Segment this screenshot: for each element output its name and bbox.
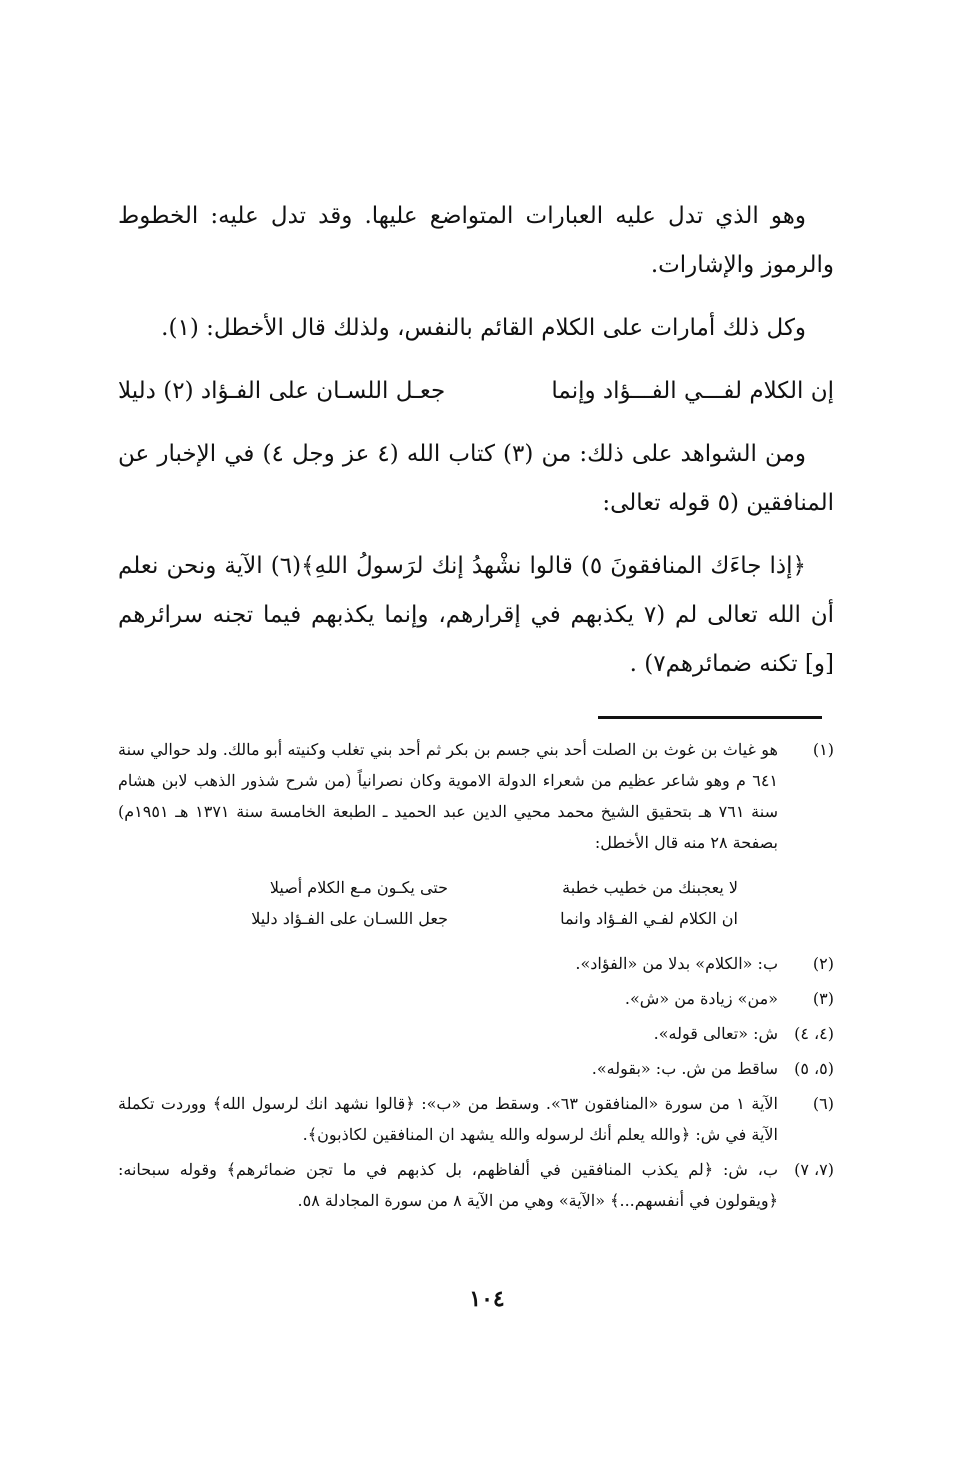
footnote-text: الآية ١ من سورة «المنافقون ٦٣». وسقط من «ب»: ﴿قالوا نشهد انك لرسول الله﴾ ووردت تكملة الآية في ش: ﴿والله يعلم أنك لرسوله والله يشهد ان المنافقين لكاذبون﴾. [118,1094,778,1144]
footnote-number: (٤، ٤) [794,1024,834,1043]
poem-line-1-first: لا يعجبنك من خطيب خطبة [562,878,738,897]
verse-first-hemistich: إن الكلام لفـــي الفـــؤاد وإنما [551,378,834,404]
footnote-number: (٢) [812,954,834,973]
footnote-poem [118,872,834,934]
footnote-number: (٣) [812,989,834,1008]
footnote-number: (٥، ٥) [794,1059,834,1078]
footnote-text: ب، ش: ﴿لم يكذب المنافقين في ألفاظهم، بل كذبهم في ما تجن ضمائرهم﴾ وقوله سبحانه: ﴿ويقولون في أنفسهم...﴾ «الآية» وهي من الآية ٨ من سورة المجادلة ٥٨. [118,1160,778,1210]
footnote-4 [118,1018,834,1049]
paragraph-1: وهو الذي تدل عليه العبارات المتواضع عليها. وقد تدل عليه: الخطوط والرموز والإشارات. [118,203,834,278]
footnote-text: هو غياث بن غوث بن الصلت أحد بني جسم بن بكر ثم أحد بني تغلب وكنيته أبو مالك. ولد حوالي سنة ٦٤١ م وهو شاعر عظيم من شعراء الدولة الاموية وكان نصرانياً (من شرح شذور الذهب لابن هشام سنة ٧٦١ هـ بتحقيق الشيخ محمد محيي الدين عبد الحميد ـ الطبعة الخامسة سنة ١٣٧١ هـ ١٩٥١م) بصفحة ٢٨ منه قال الأخطل: [118,740,778,852]
footnote-7 [118,1154,834,1216]
page-number: ١٠٤ [469,1286,505,1312]
footnote-separator [598,716,822,719]
poem-line-2-second: جعل اللسـان على الفـؤاد دليلا [251,909,448,928]
footnote-text: «من» زيادة من «ش». [624,989,778,1008]
verse-line [118,367,834,416]
footnote-5 [118,1053,834,1084]
footnote-number: (١) [812,740,834,759]
footnote-text: ساقط من ش. ب: «بقوله». [591,1059,778,1078]
footnote-text: ش: «تعالى قوله». [653,1024,778,1043]
footnote-number: (٦) [812,1094,834,1113]
paragraph-2: وكل ذلك أمارات على الكلام القائم بالنفس، ولذلك قال الأخطل: (١). [161,315,806,341]
poem-line-2-first: ان الكلام لفـي الفـؤاد وانما [560,909,738,928]
paragraph-3: ومن الشواهد على ذلك: من (٣) كتاب الله (٤ عز وجل ٤) في الإخبار عن المنافقين (٥ قوله تعالى: [118,441,834,516]
footnote-3 [118,983,834,1014]
footnotes [118,734,834,1220]
footnote-1 [118,734,834,858]
verse-second-hemistich: جعـل اللسـان على الفـؤاد (٢) دليلا [118,378,446,404]
poem-line-1-second: حتى يكـون مـع الكلام أصيلا [269,878,448,897]
main-text [118,192,834,703]
paragraph-4: ﴿إذا جاءَك المنافقونَ ٥) قالوا نشْهدُ إنك لرَسولُ اللهِ﴾(٦) الآية ونحن نعلم أن الله تعالى لم (٧ يكذبهم في إقرارهم، وإنما يكذبهم فيما تجنه سرائرهم [و] تكنه ضمائرهم٧) . [118,553,834,677]
footnote-2 [118,948,834,979]
footnote-number: (٧، ٧) [794,1160,834,1179]
footnote-text: ب: «الكلام» بدلا من «الفؤاد». [575,954,778,973]
footnote-6 [118,1088,834,1150]
